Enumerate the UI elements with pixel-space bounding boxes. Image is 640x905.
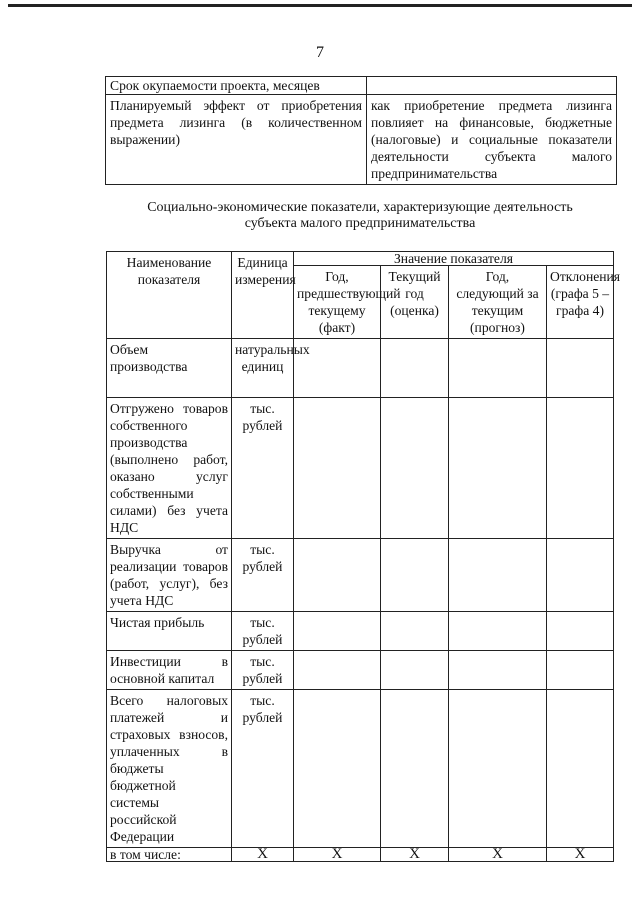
indicator-name: Всего налоговых платежей и страховых взносов, уплаченных в бюджеты бюджетной системы российской Федерации xyxy=(107,690,232,848)
value-cell xyxy=(449,339,547,398)
value-cell xyxy=(381,539,449,612)
value-cell xyxy=(294,398,381,539)
indicator-unit: тыс. рублей xyxy=(232,398,294,539)
indicator-unit: натуральных единиц xyxy=(232,339,294,398)
value-cell xyxy=(547,539,614,612)
x-mark: X xyxy=(449,848,547,862)
value-cell xyxy=(449,612,547,651)
header-col-deviation: Отклонения (графа 5 – графа 4) xyxy=(547,266,614,339)
indicator-name: Выручка от реализации товаров (работ, услуг), без учета НДС xyxy=(107,539,232,612)
table-row xyxy=(107,539,614,612)
x-mark: X xyxy=(381,848,449,862)
caption-line-1: Социально-экономические показатели, характеризующие деятельность xyxy=(147,200,573,215)
value-cell xyxy=(381,651,449,690)
table-row xyxy=(107,848,614,862)
header-name: Наименование показателя xyxy=(107,252,232,339)
value-cell xyxy=(547,339,614,398)
value-cell xyxy=(381,339,449,398)
indicator-unit: тыс. рублей xyxy=(232,612,294,651)
indicator-unit: тыс. рублей xyxy=(232,651,294,690)
indicator-name: в том числе: xyxy=(107,848,232,862)
table-row xyxy=(107,398,614,539)
caption-line-2: субъекта малого предпринимательства xyxy=(244,216,476,231)
indicator-name: Инвестиции в основной капитал xyxy=(107,651,232,690)
value-cell xyxy=(294,690,381,848)
x-mark: X xyxy=(547,848,614,862)
table-row xyxy=(107,690,614,848)
table-row xyxy=(107,612,614,651)
value-cell xyxy=(449,539,547,612)
value-cell xyxy=(294,651,381,690)
project-summary-table xyxy=(105,76,617,185)
value-cell xyxy=(547,690,614,848)
value-cell xyxy=(449,651,547,690)
payback-label: Срок окупаемости проекта, месяцев xyxy=(106,77,367,95)
value-cell xyxy=(381,398,449,539)
table-caption xyxy=(100,200,620,232)
header-col-next-year: Год, следующий за текущим (прогноз) xyxy=(449,266,547,339)
value-cell xyxy=(381,690,449,848)
effect-value-text: как приобретение предмета лизинга повлияет на финансовые, бюджетные (налоговые) и социальные показатели деятельности субъекта малого предпринимательства xyxy=(371,98,612,181)
payback-value xyxy=(367,77,617,95)
effect-label-text: Планируемый эффект от приобретения предмета лизинга (в количественном выражении) xyxy=(110,98,362,147)
table-row xyxy=(107,651,614,690)
indicators-table xyxy=(106,251,621,862)
x-mark: X xyxy=(294,848,381,862)
value-cell xyxy=(547,612,614,651)
indicator-unit: тыс. рублей xyxy=(232,690,294,848)
top-rule xyxy=(8,4,632,7)
indicator-name: Чистая прибыль xyxy=(107,612,232,651)
header-value-group: Значение показателя xyxy=(294,252,614,266)
table-row xyxy=(106,95,617,185)
value-cell xyxy=(381,612,449,651)
page-number: 7 xyxy=(316,44,324,61)
header-row xyxy=(107,252,614,266)
table-row xyxy=(107,339,614,398)
effect-label xyxy=(106,95,367,185)
header-unit: Единица измерения xyxy=(232,252,294,339)
header-col-prev-year: Год, предшествующий текущему (факт) xyxy=(294,266,381,339)
value-cell xyxy=(294,612,381,651)
indicator-unit: тыс. рублей xyxy=(232,539,294,612)
value-cell xyxy=(547,398,614,539)
effect-value xyxy=(367,95,617,185)
value-cell xyxy=(449,398,547,539)
value-cell xyxy=(294,539,381,612)
x-mark: X xyxy=(232,848,294,862)
indicator-name: Объем производства xyxy=(107,339,232,398)
table-row xyxy=(106,77,617,95)
indicator-name: Отгружено товаров собственного производства (выполнено работ, оказано услуг собственными силами) без учета НДС xyxy=(107,398,232,539)
header-col-current-year: Текущий год (оценка) xyxy=(381,266,449,339)
value-cell xyxy=(449,690,547,848)
value-cell xyxy=(547,651,614,690)
